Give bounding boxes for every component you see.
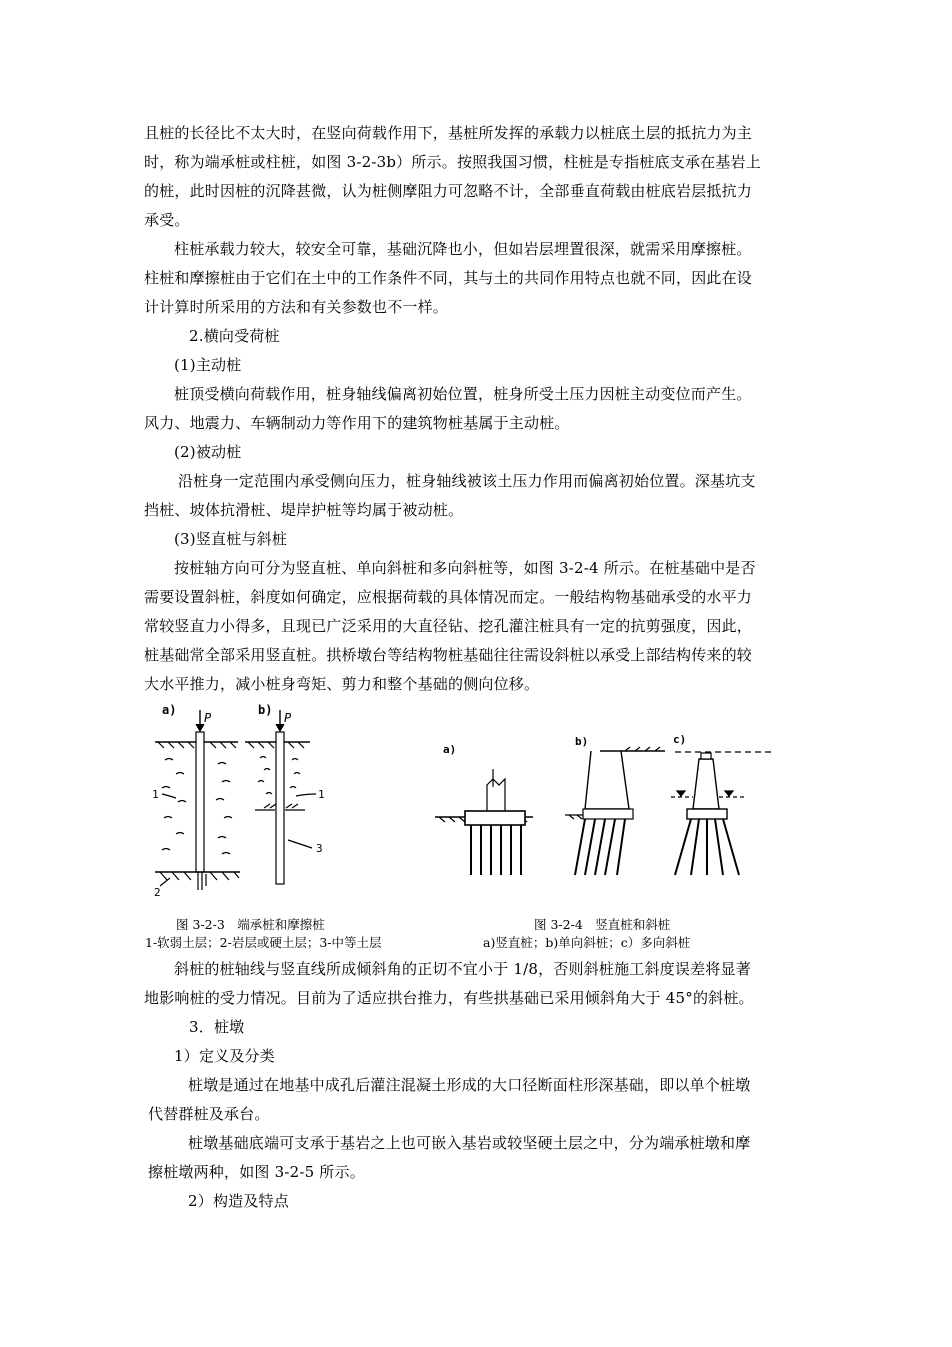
text-line: 常较竖直力小得多，且现已广泛采用的大直径钻、挖孔灌注桩具有一定的抗剪强度，因此， xyxy=(144,617,753,635)
text-line: 斜桩的桩轴线与竖直线所成倾斜角的正切不宜小于 1/8，否则斜桩施工斜度误差将显著 xyxy=(174,960,751,978)
figure-vertical-and-batter-piles xyxy=(425,725,785,905)
text-line: 桩顶受横向荷载作用，桩身轴线偏离初始位置，桩身所受土压力因桩主动变位而产生。 xyxy=(174,385,752,403)
annotation-2: 2 xyxy=(154,886,161,899)
figure-3-2-4-legend: a)竖直桩；b)单向斜桩；c）多向斜桩 xyxy=(483,935,691,950)
section-heading: 3．桩墩 xyxy=(189,1018,245,1036)
figure-3-2-3-caption: 图 3-2-3 端承桩和摩擦桩 xyxy=(176,917,325,932)
text-line: 的桩，此时因桩的沉降甚微，认为桩侧摩阻力可忽略不计，全部垂直荷载由桩底岩层抵抗力 xyxy=(144,182,753,200)
text-line: 代替群桩及承台。 xyxy=(148,1105,270,1123)
label-b: b) xyxy=(575,735,589,748)
label-a: a) xyxy=(443,743,457,756)
annotation-1: 1 xyxy=(152,788,159,801)
load-label: P xyxy=(204,711,212,725)
text-line: 按桩轴方向可分为竖直桩、单向斜桩和多向斜桩等，如图 3-2-4 所示。在桩基础中是否 xyxy=(174,559,756,577)
label-a: a) xyxy=(162,703,177,717)
annotation-3: 3 xyxy=(316,842,323,855)
label-b: b) xyxy=(258,703,273,717)
figure-end-bearing-and-friction-piles xyxy=(140,700,360,905)
text-line: 柱桩和摩擦桩由于它们在土中的工作条件不同，其与土的共同作用特点也就不同，因此在设 xyxy=(144,269,753,287)
subsection-heading: 1）定义及分类 xyxy=(174,1047,275,1065)
text-line: 桩基础常全部采用竖直桩。拱桥墩台等结构物桩基础往往需设斜桩以承受上部结构传来的较 xyxy=(144,646,753,664)
text-line: 擦桩墩两种，如图 3-2-5 所示。 xyxy=(148,1163,365,1181)
subsection-heading: (1)主动桩 xyxy=(174,356,242,374)
text-line: 承受。 xyxy=(144,211,190,229)
text-line: 需要设置斜桩，斜度如何确定，应根据荷载的具体情况而定。一般结构物基础承受的水平力 xyxy=(144,588,753,606)
text-line: 柱桩承载力较大，较安全可靠，基础沉降也小，但如岩层埋置很深，就需采用摩擦桩。 xyxy=(174,240,752,258)
subsection-heading: (3)竖直桩与斜桩 xyxy=(174,530,288,548)
text-line: 地影响桩的受力情况。目前为了适应拱台推力，有些拱基础已采用倾斜角大于 45°的斜桩。 xyxy=(144,989,754,1007)
text-line: 时，称为端承桩或柱桩，如图 3-2-3b）所示。按照我国习惯，柱桩是专指桩底支承在基岩上 xyxy=(144,153,761,171)
text-line: 沿桩身一定范围内承受侧向压力，桩身轴线被该土压力作用而偏离初始位置。深基坑支 xyxy=(178,472,756,490)
figure-3-2-3-legend: 1-软弱土层；2-岩层或硬土层；3-中等土层 xyxy=(145,935,382,950)
text-line: 大水平推力，减小桩身弯矩、剪力和整个基础的侧向位移。 xyxy=(144,675,540,693)
text-line: 桩墩基础底端可支承于基岩之上也可嵌入基岩或较坚硬土层之中，分为端承桩墩和摩 xyxy=(188,1134,751,1152)
label-c: c) xyxy=(673,733,687,746)
subsection-heading: 2）构造及特点 xyxy=(188,1192,289,1210)
text-line: 挡桩、坡体抗滑桩、堤岸护桩等均属于被动桩。 xyxy=(144,501,464,519)
load-label: P xyxy=(284,711,292,725)
figure-3-2-4-caption: 图 3-2-4 竖直桩和斜桩 xyxy=(534,917,671,932)
subsection-heading: (2)被动桩 xyxy=(174,443,242,461)
section-heading: 2.横向受荷桩 xyxy=(189,327,280,345)
text-line: 风力、地震力、车辆制动力等作用下的建筑物桩基属于主动桩。 xyxy=(144,414,570,432)
annotation-1: 1 xyxy=(318,788,325,801)
text-line: 计计算时所采用的方法和有关参数也不一样。 xyxy=(144,298,449,316)
text-line: 且桩的长径比不太大时，在竖向荷载作用下，基桩所发挥的承载力以桩底土层的抵抗力为主 xyxy=(144,124,753,142)
text-line: 桩墩是通过在地基中成孔后灌注混凝土形成的大口径断面柱形深基础，即以单个桩墩 xyxy=(188,1076,751,1094)
